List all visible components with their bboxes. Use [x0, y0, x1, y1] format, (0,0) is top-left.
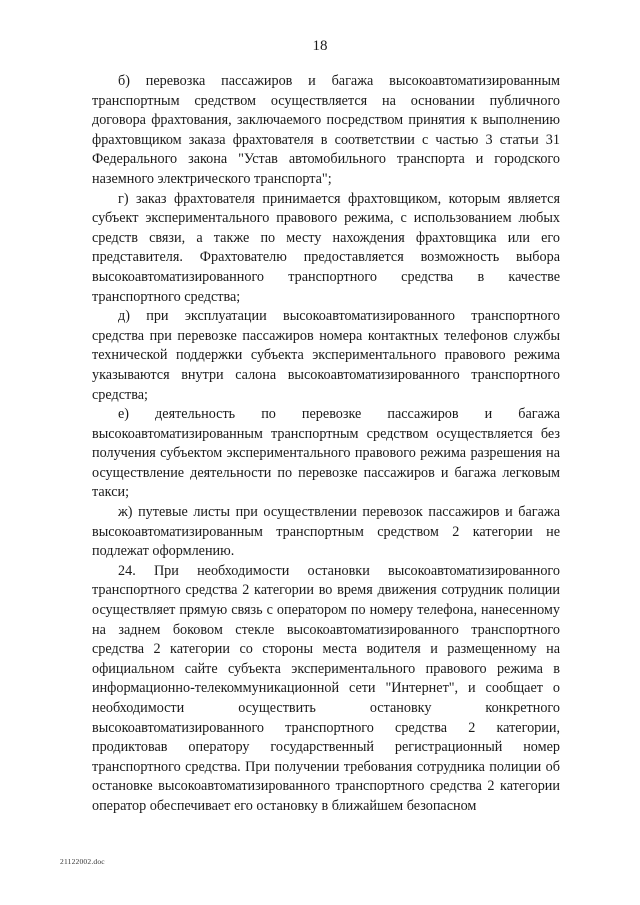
paragraph-d: д) при эксплуатации высокоавтоматизированного транспортного средства при перевозке пассажиров номера контактных телефонов службы технической поддержки субъекта экспериментального правового режима указываются внутри салона высокоавтоматизированного транспортного средства; — [92, 308, 560, 403]
paragraph-zh: ж) путевые листы при осуществлении перевозок пассажиров и багажа высокоавтоматизированным транспортным средством 2 категории не подлежат оформлению. — [92, 504, 560, 560]
paragraph-g: г) заказ фрахтователя принимается фрахтовщиком, которым является субъект экспериментального правового режима, с использованием любых средств связи, а также по месту нахождения фрахтовщика или его представителя. Фрахтователю предоставляется возможность выбора высокоавтоматизированного транспортного средства в качестве транспортного средства; — [92, 190, 560, 305]
paragraph-e: е) деятельность по перевозке пассажиров и багажа высокоавтоматизированным транспортным средством осуществляется без получения субъектом экспериментального правового режима разрешения на осуществление деятельности по перевозке пассажиров и багажа легковым такси; — [92, 406, 560, 501]
document-filename: 21122002.doc — [60, 857, 105, 866]
paragraph-24: 24. При необходимости остановки высокоавтоматизированного транспортного средства 2 категории во время движения сотрудник полиции осуществляет прямую связь с оператором по номеру телефона, нанесенному на заднем боковом стекле высокоавтоматизированного транспортного средства 2 категории со стороны места водителя и размещенному на официальном сайте субъекта экспериментального правового режима в информационно-телекоммуникационной сети "Интернет", и сообщает о необходимости осуществить остановку конкретного высокоавтоматизированного транспортного средства 2 категории, продиктовав оператору государственный регистрационный номер транспортного средства. При получении требования сотрудника полиции об остановке высокоавтоматизированного транспортного средства 2 категории оператор обеспечивает его остановку в ближайшем безопасном — [92, 562, 560, 814]
document-body — [92, 72, 560, 817]
page-number: 18 — [312, 38, 328, 54]
paragraph-b: б) перевозка пассажиров и багажа высокоавтоматизированным транспортным средством осуществляется на основании публичного договора фрахтования, заключаемого посредством принятия к выполнению фрахтовщиком заказа фрахтователя в соответствии с частью 3 статьи 31 Федерального закона "Устав автомобильного транспорта и городского наземного электрического транспорта"; — [92, 73, 560, 187]
